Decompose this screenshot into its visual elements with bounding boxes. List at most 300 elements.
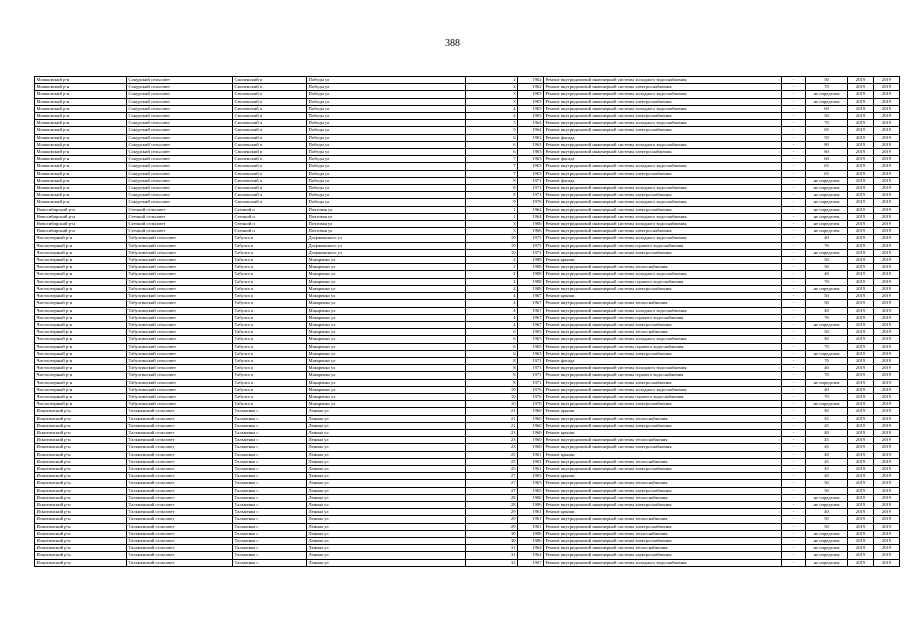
work-type-cell: Ремонт внутридомовой инженерной системы электроснабжения — [544, 127, 782, 134]
start-year-cell: 2019 — [848, 321, 874, 328]
work-type-cell: Ремонт внутридомовой инженерной системы горячего водоснабжения — [544, 372, 782, 379]
soviet-cell: Сокурский сельсовет — [127, 98, 233, 105]
end-year-cell: 2019 — [874, 293, 900, 300]
built-year-cell: 1963 — [518, 163, 544, 170]
end-year-cell: 2019 — [874, 372, 900, 379]
table-row — [35, 458, 900, 465]
end-year-cell: 2019 — [874, 113, 900, 120]
soviet-cell: Табулгинский сельсовет — [127, 314, 233, 321]
dash-cell: - — [782, 271, 806, 278]
page-number: 388 — [445, 38, 460, 49]
dash-cell: - — [782, 141, 806, 148]
table-row — [35, 336, 900, 343]
table-row — [35, 408, 900, 415]
work-type-cell: Ремонт внутридомовой инженерной системы электроснабжения — [544, 501, 782, 508]
soviet-cell: Тальменский сельсовет — [127, 408, 233, 415]
start-year-cell: 2019 — [848, 235, 874, 242]
district-cell: Мошковский р-н — [35, 163, 127, 170]
table-row — [35, 386, 900, 393]
built-year-cell: 1971 — [518, 177, 544, 184]
built-year-cell: 1964 — [518, 552, 544, 559]
dash-cell: - — [782, 559, 806, 566]
table-row — [35, 91, 900, 98]
table-row — [35, 120, 900, 127]
work-type-cell: Ремонт внутридомовой инженерной системы холодного водоснабжения — [544, 365, 782, 372]
table-row — [35, 329, 900, 336]
house-number-cell: 4 — [466, 300, 518, 307]
district-cell: Искитимский р-н — [35, 437, 127, 444]
dash-cell: - — [782, 163, 806, 170]
dash-cell: - — [782, 552, 806, 559]
cost-cell: 50 — [806, 487, 848, 494]
end-year-cell: 2019 — [874, 199, 900, 206]
start-year-cell: 2019 — [848, 199, 874, 206]
end-year-cell: 2019 — [874, 538, 900, 545]
house-number-cell: 6 — [466, 141, 518, 148]
house-number-cell: 31 — [466, 545, 518, 552]
settlement-cell: Смоленский п — [233, 177, 307, 184]
table-row — [35, 257, 900, 264]
end-year-cell: 2019 — [874, 264, 900, 271]
house-number-cell: 27 — [466, 487, 518, 494]
street-cell: Ленина ул — [307, 480, 466, 487]
dash-cell: - — [782, 257, 806, 264]
start-year-cell: 2019 — [848, 393, 874, 400]
cost-cell: 50 — [806, 257, 848, 264]
house-number-cell: 9 — [466, 199, 518, 206]
cost-cell: не определен — [806, 228, 848, 235]
start-year-cell: 2019 — [848, 343, 874, 350]
dash-cell: - — [782, 300, 806, 307]
settlement-cell: Смоленский п — [233, 199, 307, 206]
soviet-cell: Тальменский сельсовет — [127, 473, 233, 480]
street-cell: Макаренко ул — [307, 357, 466, 364]
settlement-cell: Смоленский п — [233, 170, 307, 177]
table-row — [35, 221, 900, 228]
district-cell: Мошковский р-н — [35, 77, 127, 84]
built-year-cell: 1960 — [518, 422, 544, 429]
cost-cell: 45 — [806, 415, 848, 422]
house-number-cell: 10 — [466, 249, 518, 256]
district-cell: Чистоозерный р-н — [35, 257, 127, 264]
dash-cell: - — [782, 329, 806, 336]
street-cell: Макаренко ул — [307, 300, 466, 307]
dash-cell: - — [782, 170, 806, 177]
built-year-cell: 1961 — [518, 458, 544, 465]
built-year-cell: 1961 — [518, 516, 544, 523]
work-type-cell: Ремонт внутридомовой инженерной системы теплоснабжения — [544, 545, 782, 552]
work-type-cell: Ремонт крыши — [544, 408, 782, 415]
soviet-cell: Табулгинский сельсовет — [127, 379, 233, 386]
dash-cell: - — [782, 156, 806, 163]
start-year-cell: 2019 — [848, 357, 874, 364]
street-cell: Ленина ул — [307, 494, 466, 501]
settlement-cell: Табулга п — [233, 357, 307, 364]
settlement-cell: Смоленский п — [233, 98, 307, 105]
built-year-cell: 1962 — [518, 77, 544, 84]
work-type-cell: Ремонт внутридомовой инженерной системы холодного водоснабжения — [544, 141, 782, 148]
street-cell: Ленина ул — [307, 458, 466, 465]
cost-cell: не определен — [806, 379, 848, 386]
end-year-cell: 2019 — [874, 401, 900, 408]
built-year-cell: 1960 — [518, 444, 544, 451]
cost-cell: 70 — [806, 278, 848, 285]
table-row — [35, 300, 900, 307]
dash-cell: - — [782, 393, 806, 400]
start-year-cell: 2019 — [848, 271, 874, 278]
start-year-cell: 2019 — [848, 437, 874, 444]
house-number-cell: 3 — [466, 228, 518, 235]
start-year-cell: 2019 — [848, 77, 874, 84]
dash-cell: - — [782, 221, 806, 228]
end-year-cell: 2019 — [874, 156, 900, 163]
street-cell: Победы ул — [307, 91, 466, 98]
work-type-cell: Ремонт внутридомовой инженерной системы электроснабжения — [544, 170, 782, 177]
built-year-cell: 1976 — [518, 401, 544, 408]
district-cell: Мошковский р-н — [35, 134, 127, 141]
soviet-cell: Тальменский сельсовет — [127, 429, 233, 436]
built-year-cell: 1986 — [518, 494, 544, 501]
end-year-cell: 2019 — [874, 98, 900, 105]
house-number-cell: 32 — [466, 559, 518, 566]
cost-cell: 70 — [806, 357, 848, 364]
start-year-cell: 2019 — [848, 480, 874, 487]
start-year-cell: 2019 — [848, 379, 874, 386]
end-year-cell: 2019 — [874, 552, 900, 559]
end-year-cell: 2019 — [874, 437, 900, 444]
house-number-cell: 5 — [466, 127, 518, 134]
settlement-cell: Тальменка с — [233, 473, 307, 480]
house-number-cell: 30 — [466, 538, 518, 545]
soviet-cell: Табулгинский сельсовет — [127, 365, 233, 372]
end-year-cell: 2019 — [874, 221, 900, 228]
street-cell: Победы ул — [307, 84, 466, 91]
settlement-cell: Тальменка с — [233, 538, 307, 545]
work-type-cell: Ремонт внутридомовой инженерной системы теплоснабжения — [544, 458, 782, 465]
work-type-cell: Ремонт внутридомовой инженерной системы электроснабжения — [544, 113, 782, 120]
end-year-cell: 2019 — [874, 365, 900, 372]
start-year-cell: 2019 — [848, 257, 874, 264]
dash-cell: - — [782, 120, 806, 127]
end-year-cell: 2019 — [874, 393, 900, 400]
district-cell: Новосибирский р-н — [35, 228, 127, 235]
built-year-cell: 1965 — [518, 487, 544, 494]
dash-cell: - — [782, 415, 806, 422]
start-year-cell: 2019 — [848, 185, 874, 192]
settlement-cell: Табулга п — [233, 242, 307, 249]
district-cell: Искитимский р-н — [35, 501, 127, 508]
table-row — [35, 365, 900, 372]
house-number-cell: 2 — [466, 84, 518, 91]
house-number-cell: 6 — [466, 336, 518, 343]
table-row — [35, 545, 900, 552]
street-cell: Макаренко ул — [307, 271, 466, 278]
district-cell: Чистоозерный р-н — [35, 401, 127, 408]
cost-cell: 40 — [806, 429, 848, 436]
dash-cell: - — [782, 307, 806, 314]
soviet-cell: Тальменский сельсовет — [127, 494, 233, 501]
start-year-cell: 2019 — [848, 429, 874, 436]
cost-cell: 45 — [806, 444, 848, 451]
dash-cell: - — [782, 314, 806, 321]
dash-cell: - — [782, 105, 806, 112]
dash-cell: - — [782, 127, 806, 134]
start-year-cell: 2019 — [848, 213, 874, 220]
house-number-cell: 25 — [466, 465, 518, 472]
built-year-cell: 1965 — [518, 350, 544, 357]
street-cell: Победы ул — [307, 199, 466, 206]
start-year-cell: 2019 — [848, 329, 874, 336]
cost-cell: не определен — [806, 545, 848, 552]
district-cell: Новосибирский р-н — [35, 221, 127, 228]
street-cell: Победы ул — [307, 156, 466, 163]
end-year-cell: 2019 — [874, 127, 900, 134]
district-cell: Искитимский р-н — [35, 465, 127, 472]
house-number-cell: 21 — [466, 415, 518, 422]
work-type-cell: Ремонт фасада — [544, 134, 782, 141]
end-year-cell: 2019 — [874, 271, 900, 278]
soviet-cell: Тальменский сельсовет — [127, 516, 233, 523]
cost-cell: 40 — [806, 451, 848, 458]
end-year-cell: 2019 — [874, 105, 900, 112]
district-cell: Чистоозерный р-н — [35, 235, 127, 242]
settlement-cell: Тальменка с — [233, 545, 307, 552]
table-row — [35, 357, 900, 364]
settlement-cell: Табулга п — [233, 343, 307, 350]
dash-cell: - — [782, 458, 806, 465]
soviet-cell: Сокурский сельсовет — [127, 120, 233, 127]
built-year-cell: 1965 — [518, 105, 544, 112]
end-year-cell: 2019 — [874, 314, 900, 321]
table-row — [35, 487, 900, 494]
dash-cell: - — [782, 501, 806, 508]
settlement-cell: Табулга п — [233, 257, 307, 264]
start-year-cell: 2019 — [848, 120, 874, 127]
start-year-cell: 2019 — [848, 156, 874, 163]
dash-cell: - — [782, 185, 806, 192]
cost-cell: 50 — [806, 516, 848, 523]
cost-cell: не определен — [806, 98, 848, 105]
soviet-cell: Степной сельсовет — [127, 221, 233, 228]
built-year-cell: 1986 — [518, 501, 544, 508]
soviet-cell: Сокурский сельсовет — [127, 141, 233, 148]
cost-cell: 70 — [806, 120, 848, 127]
table-row — [35, 278, 900, 285]
start-year-cell: 2019 — [848, 365, 874, 372]
work-type-cell: Ремонт внутридомовой инженерной системы теплоснабжения — [544, 494, 782, 501]
start-year-cell: 2019 — [848, 192, 874, 199]
soviet-cell: Тальменский сельсовет — [127, 501, 233, 508]
table-row — [35, 170, 900, 177]
soviet-cell: Степной сельсовет — [127, 228, 233, 235]
start-year-cell: 2019 — [848, 523, 874, 530]
dash-cell: - — [782, 516, 806, 523]
dash-cell: - — [782, 350, 806, 357]
settlement-cell: Смоленский п — [233, 185, 307, 192]
settlement-cell: Смоленский п — [233, 134, 307, 141]
street-cell: Макаренко ул — [307, 314, 466, 321]
start-year-cell: 2019 — [848, 113, 874, 120]
cost-cell: 50 — [806, 77, 848, 84]
district-cell: Чистоозерный р-н — [35, 249, 127, 256]
end-year-cell: 2019 — [874, 206, 900, 213]
built-year-cell: 1962 — [518, 84, 544, 91]
soviet-cell: Тальменский сельсовет — [127, 480, 233, 487]
built-year-cell: 1967 — [518, 307, 544, 314]
built-year-cell: 1960 — [518, 408, 544, 415]
district-cell: Искитимский р-н — [35, 494, 127, 501]
street-cell: Ленина ул — [307, 437, 466, 444]
table-row — [35, 249, 900, 256]
district-cell: Мошковский р-н — [35, 127, 127, 134]
table-row — [35, 429, 900, 436]
settlement-cell: Табулга п — [233, 307, 307, 314]
settlement-cell: Смоленский п — [233, 163, 307, 170]
end-year-cell: 2019 — [874, 213, 900, 220]
start-year-cell: 2019 — [848, 314, 874, 321]
street-cell: Ленина ул — [307, 444, 466, 451]
dash-cell: - — [782, 293, 806, 300]
start-year-cell: 2019 — [848, 473, 874, 480]
soviet-cell: Табулгинский сельсовет — [127, 401, 233, 408]
cost-cell: 65 — [806, 170, 848, 177]
dash-cell: - — [782, 134, 806, 141]
start-year-cell: 2019 — [848, 307, 874, 314]
built-year-cell: 1986 — [518, 530, 544, 537]
built-year-cell: 1964 — [518, 213, 544, 220]
settlement-cell: Табулга п — [233, 350, 307, 357]
table-row — [35, 149, 900, 156]
table-row — [35, 559, 900, 566]
district-cell: Искитимский р-н — [35, 487, 127, 494]
soviet-cell: Тальменский сельсовет — [127, 509, 233, 516]
cost-cell: 50 — [806, 134, 848, 141]
street-cell: Победы ул — [307, 192, 466, 199]
district-cell: Мошковский р-н — [35, 170, 127, 177]
district-cell: Новосибирский р-н — [35, 206, 127, 213]
district-cell: Чистоозерный р-н — [35, 242, 127, 249]
end-year-cell: 2019 — [874, 379, 900, 386]
house-number-cell: 10 — [466, 235, 518, 242]
end-year-cell: 2019 — [874, 480, 900, 487]
table-row — [35, 206, 900, 213]
end-year-cell: 2019 — [874, 91, 900, 98]
end-year-cell: 2019 — [874, 530, 900, 537]
cost-cell: 50 — [806, 480, 848, 487]
house-number-cell: 6 — [466, 149, 518, 156]
cost-cell: не определен — [806, 321, 848, 328]
settlement-cell: Табулга п — [233, 314, 307, 321]
soviet-cell: Табулгинский сельсовет — [127, 372, 233, 379]
built-year-cell: 1976 — [518, 199, 544, 206]
work-type-cell: Ремонт внутридомовой инженерной системы холодного водоснабжения — [544, 386, 782, 393]
district-cell: Мошковский р-н — [35, 177, 127, 184]
cost-cell: 40 — [806, 271, 848, 278]
start-year-cell: 2019 — [848, 105, 874, 112]
house-number-cell: 8 — [466, 185, 518, 192]
house-number-cell: 4 — [466, 314, 518, 321]
settlement-cell: Смоленский п — [233, 105, 307, 112]
district-cell: Новосибирский р-н — [35, 213, 127, 220]
soviet-cell: Табулгинский сельсовет — [127, 271, 233, 278]
house-number-cell: 10 — [466, 393, 518, 400]
house-number-cell: 29 — [466, 509, 518, 516]
start-year-cell: 2019 — [848, 386, 874, 393]
work-type-cell: Ремонт внутридомовой инженерной системы горячего водоснабжения — [544, 393, 782, 400]
end-year-cell: 2019 — [874, 422, 900, 429]
street-cell: Победы ул — [307, 141, 466, 148]
house-number-cell: 29 — [466, 523, 518, 530]
end-year-cell: 2019 — [874, 141, 900, 148]
end-year-cell: 2019 — [874, 149, 900, 156]
cost-cell: не определен — [806, 538, 848, 545]
start-year-cell: 2019 — [848, 509, 874, 516]
work-type-cell: Ремонт внутридомовой инженерной системы холодного водоснабжения — [544, 235, 782, 242]
soviet-cell: Табулгинский сельсовет — [127, 336, 233, 343]
district-cell: Мошковский р-н — [35, 91, 127, 98]
soviet-cell: Сокурский сельсовет — [127, 177, 233, 184]
house-number-cell: 1 — [466, 206, 518, 213]
start-year-cell: 2019 — [848, 422, 874, 429]
cost-cell: не определен — [806, 249, 848, 256]
house-number-cell: 7 — [466, 170, 518, 177]
start-year-cell: 2019 — [848, 98, 874, 105]
built-year-cell: 1961 — [518, 451, 544, 458]
built-year-cell: 1963 — [518, 141, 544, 148]
soviet-cell: Табулгинский сельсовет — [127, 357, 233, 364]
end-year-cell: 2019 — [874, 257, 900, 264]
dash-cell: - — [782, 91, 806, 98]
work-type-cell: Ремонт крыши — [544, 257, 782, 264]
work-type-cell: Ремонт внутридомовой инженерной системы холодного водоснабжения — [544, 91, 782, 98]
cost-cell: не определен — [806, 206, 848, 213]
built-year-cell: 1965 — [518, 329, 544, 336]
built-year-cell: 1988 — [518, 257, 544, 264]
end-year-cell: 2019 — [874, 487, 900, 494]
cost-cell: не определен — [806, 285, 848, 292]
soviet-cell: Табулгинский сельсовет — [127, 393, 233, 400]
work-type-cell: Ремонт внутридомовой инженерной системы холодного водоснабжения — [544, 77, 782, 84]
start-year-cell: 2019 — [848, 264, 874, 271]
soviet-cell: Тальменский сельсовет — [127, 444, 233, 451]
end-year-cell: 2019 — [874, 336, 900, 343]
built-year-cell: 1965 — [518, 473, 544, 480]
built-year-cell: 1973 — [518, 235, 544, 242]
cost-cell: не определен — [806, 185, 848, 192]
start-year-cell: 2019 — [848, 530, 874, 537]
table-row — [35, 415, 900, 422]
start-year-cell: 2019 — [848, 372, 874, 379]
dash-cell: - — [782, 379, 806, 386]
cost-cell: 50 — [806, 113, 848, 120]
end-year-cell: 2019 — [874, 192, 900, 199]
settlement-cell: Табулга п — [233, 235, 307, 242]
table-row — [35, 314, 900, 321]
street-cell: Макаренко ул — [307, 372, 466, 379]
soviet-cell: Тальменский сельсовет — [127, 487, 233, 494]
house-number-cell: 3 — [466, 91, 518, 98]
soviet-cell: Табулгинский сельсовет — [127, 249, 233, 256]
soviet-cell: Табулгинский сельсовет — [127, 329, 233, 336]
table-row — [35, 77, 900, 84]
dash-cell: - — [782, 437, 806, 444]
start-year-cell: 2019 — [848, 559, 874, 566]
soviet-cell: Табулгинский сельсовет — [127, 264, 233, 271]
street-cell: Ленина ул — [307, 530, 466, 537]
district-cell: Искитимский р-н — [35, 559, 127, 566]
end-year-cell: 2019 — [874, 177, 900, 184]
house-number-cell: 4 — [466, 105, 518, 112]
